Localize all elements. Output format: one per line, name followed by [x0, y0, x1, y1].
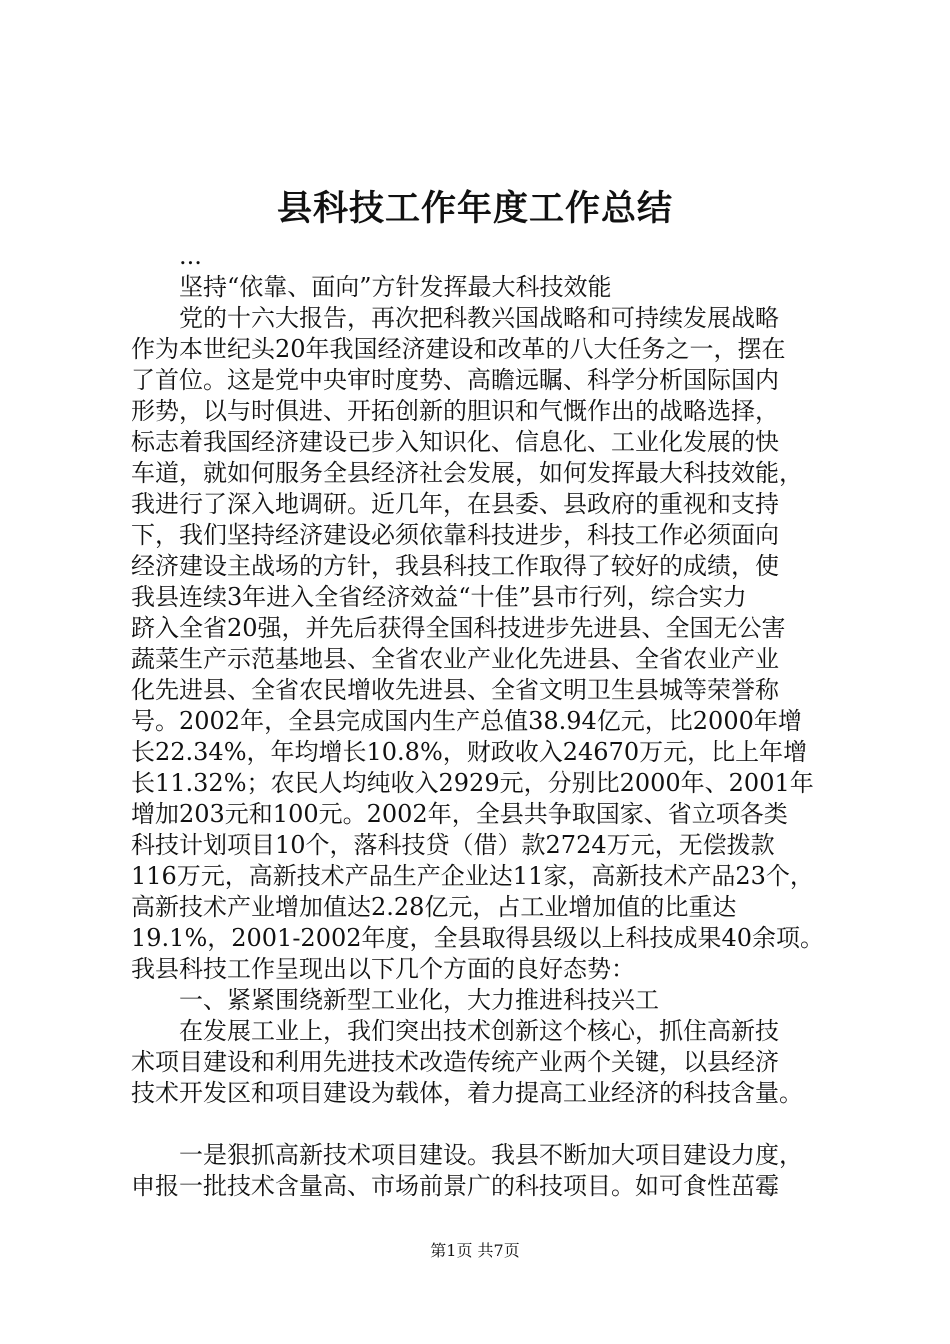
text-line: 长11.32%；农民人均纯收入2929元，分别比2000年、2001年: [131, 769, 814, 797]
text-line: ...: [179, 242, 202, 270]
text-line: 科技计划项目10个，落科技贷（借）款2724万元，无偿拨款: [131, 831, 775, 859]
text-line: 高新技术产业增加值达2.28亿元，占工业增加值的比重达: [131, 893, 737, 921]
text-line: 作为本世纪头20年我国经济建设和改革的八大任务之一，摆在: [131, 335, 786, 363]
text-line: 下，我们坚持经济建设必须依靠科技进步，科技工作必须面向: [131, 521, 779, 549]
text-line: 19.1%，2001-2002年度，全县取得县级以上科技成果40余项。: [131, 924, 825, 952]
text-line: 标志着我国经济建设已步入知识化、信息化、工业化发展的快: [131, 428, 779, 456]
page-footer: 第1页 共7页: [430, 1241, 520, 1260]
text-line: 116万元，高新技术产品生产企业达11家，高新技术产品23个，: [131, 862, 814, 890]
text-line: 我进行了深入地调研。近几年，在县委、县政府的重视和支持: [131, 490, 779, 518]
text-line: 跻入全省20强，并先后获得全国科技进步先进县、全国无公害: [131, 614, 786, 642]
text-line: 经济建设主战场的方针，我县科技工作取得了较好的成绩，使: [131, 552, 779, 580]
text-line: 党的十六大报告，再次把科教兴国战略和可持续发展战略: [179, 304, 779, 332]
text-line: 了首位。这是党中央审时度势、高瞻远瞩、科学分析国际国内: [131, 366, 779, 394]
text-line: 长22.34%，年均增长10.8%，财政收入24670万元，比上年增: [131, 738, 808, 766]
text-line: 蔬菜生产示范基地县、全省农业产业化先进县、全省农业产业: [131, 645, 779, 673]
text-line: 技术开发区和项目建设为载体，着力提高工业经济的科技含量。: [131, 1079, 803, 1107]
text-line: 化先进县、全省农民增收先进县、全省文明卫生县城等荣誉称: [131, 676, 779, 704]
text-line: 号。2002年，全县完成国内生产总值38.94亿元，比2000年增: [131, 707, 802, 735]
text-line: 我县科技工作呈现出以下几个方面的良好态势：: [131, 955, 635, 983]
text-line: 申报一批技术含量高、市场前景广的科技项目。如可食性茁霉: [131, 1172, 779, 1200]
section-heading: 坚持“依靠、面向”方针发挥最大科技效能: [179, 273, 612, 301]
text-line: 车道，就如何服务全县经济社会发展，如何发挥最大科技效能，: [131, 459, 803, 487]
text-line: 我县连续3年进入全省经济效益“十佳”县市行列，综合实力: [131, 583, 747, 611]
document-title: 县科技工作年度工作总结: [276, 188, 673, 229]
text-line: 在发展工业上，我们突出技术创新这个核心，抓住高新技: [179, 1017, 779, 1045]
text-line: 增加203元和100元。2002年，全县共争取国家、省立项各类: [131, 800, 788, 828]
paragraph-gap: [131, 1109, 851, 1140]
document-body: [131, 241, 851, 1202]
text-line: 一是狠抓高新技术项目建设。我县不断加大项目建设力度，: [179, 1141, 803, 1169]
text-line: 形势，以与时俱进、开拓创新的胆识和气慨作出的战略选择，: [131, 397, 779, 425]
section-heading: 一、紧紧围绕新型工业化，大力推进科技兴工: [179, 986, 659, 1014]
text-line: 术项目建设和利用先进技术改造传统产业两个关键，以县经济: [131, 1048, 779, 1076]
